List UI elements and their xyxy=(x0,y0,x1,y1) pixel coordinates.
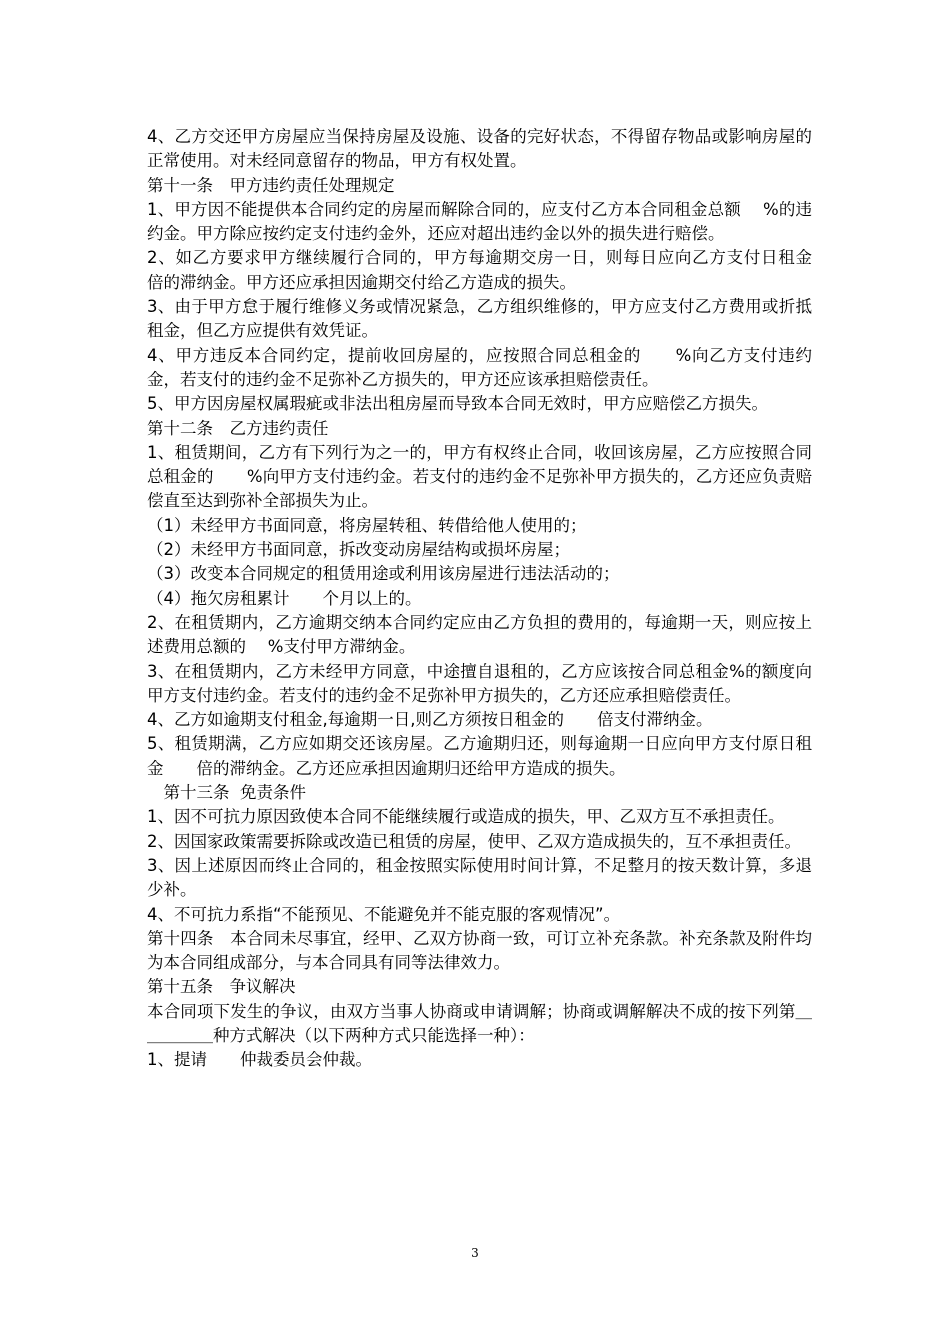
paragraph-11: （2）未经甲方书面同意，拆改变动房屋结构或损坏房屋； xyxy=(147,540,570,560)
paragraph-10: （1）未经甲方书面同意，将房屋转租、转借给他人使用的； xyxy=(147,515,587,535)
paragraph-19: 1、因不可抗力原因致使本合同不能继续履行或造成的损失，甲、乙双方互不承担责任。 xyxy=(147,807,785,827)
paragraph-12: （3）改变本合同规定的租赁用途或利用该房屋进行违法活动的； xyxy=(147,564,620,584)
section-heading-15: 第十五条 争议解决 xyxy=(147,977,296,997)
paragraph-21: 3、因上述原因而终止合同的，租金按照实际使用时间计算，不足整月的按天数计算，多退少补。 xyxy=(147,855,812,900)
paragraph-3: 1、甲方因不能提供本合同约定的房屋而解除合同的，应支付乙方本合同租金总额 %的违约金。甲方除应按约定支付违约金外，还应对超出违约金以外的损失进行赔偿。 xyxy=(147,199,812,244)
paragraph-17: 5、租赁期满，乙方应如期交还该房屋。乙方逾期归还，则每逾期一日应向甲方支付原日租金 倍的滞纳金。乙方还应承担因逾期归还给甲方造成的损失。 xyxy=(147,734,812,778)
section-heading-14: 第十四条 本合同未尽事宜，经甲、乙双方协商一致，可订立补充条款。补充条款及附件均为本合同组成部分，与本合同具有同等法律效力。 xyxy=(147,928,812,973)
paragraph-20: 2、因国家政策需要拆除或改造已租赁的房屋，使甲、乙双方造成损失的，互不承担责任。 xyxy=(147,831,801,851)
paragraph-22: 4、不可抗力系指“不能预见、不能避免并不能克服的客观情况”。 xyxy=(147,904,621,924)
section-heading-13: 第十三条 免责条件 xyxy=(147,783,306,803)
paragraph-5: 3、由于甲方怠于履行维修义务或情况紧急，乙方组织维修的，甲方应支付乙方费用或折抵租金，但乙方应提供有效凭证。 xyxy=(147,297,812,341)
document-body xyxy=(147,125,845,1073)
paragraph-6: 4、甲方违反本合同约定，提前收回房屋的，应按照合同总租金的 %向乙方支付违约金，若支付的违约金不足弥补乙方损失的，甲方还应该承担赔偿责任。 xyxy=(147,345,812,389)
section-heading-11: 第十一条 甲方违约责任处理规定 xyxy=(147,175,395,195)
section-heading-12: 第十二条 乙方违约责任 xyxy=(147,418,329,438)
paragraph-1: 4、乙方交还甲方房屋应当保持房屋及设施、设备的完好状态，不得留存物品或影响房屋的正常使用。对未经同意留存的物品，甲方有权处置。 xyxy=(147,127,812,171)
page-number: 3 xyxy=(471,1246,479,1260)
paragraph-4: 2、如乙方要求甲方继续履行合同的，甲方每逾期交房一日，则每日应向乙方支付日租金 倍的滞纳金。甲方还应承担因逾期交付给乙方造成的损失。 xyxy=(147,248,845,292)
paragraph-7: 5、甲方因房屋权属瑕疵或非法出租房屋而导致本合同无效时，甲方应赔偿乙方损失。 xyxy=(147,394,768,414)
paragraph-26: 1、提请 仲裁委员会仲裁。 xyxy=(147,1050,372,1070)
paragraph-25: 本合同项下发生的争议，由双方当事人协商或申请调解；协商或调解解决不成的按下列第＿＿＿＿＿种方式解决（以下两种方式只能选择一种）： xyxy=(147,1001,812,1045)
paragraph-9: 1、租赁期间，乙方有下列行为之一的，甲方有权终止合同，收回该房屋，乙方应按照合同总租金的 %向甲方支付违约金。若支付的违约金不足弥补甲方损失的，乙方还应负责赔偿直至达到弥补全部损失为止。 xyxy=(147,442,812,511)
paragraph-16: 4、乙方如逾期支付租金,每逾期一日,则乙方须按日租金的 倍支付滞纳金。 xyxy=(147,710,713,730)
paragraph-15: 3、在租赁期内，乙方未经甲方同意，中途擅自退租的，乙方应该按合同总租金%的额度向甲方支付违约金。若支付的违约金不足弥补甲方损失的，乙方还应承担赔偿责任。 xyxy=(147,661,812,705)
paragraph-13: （4）拖欠房租累计 个月以上的。 xyxy=(147,588,422,608)
paragraph-14: 2、在租赁期内，乙方逾期交纳本合同约定应由乙方负担的费用的，每逾期一天，则应按上述费用总额的 %支付甲方滞纳金。 xyxy=(147,612,812,657)
